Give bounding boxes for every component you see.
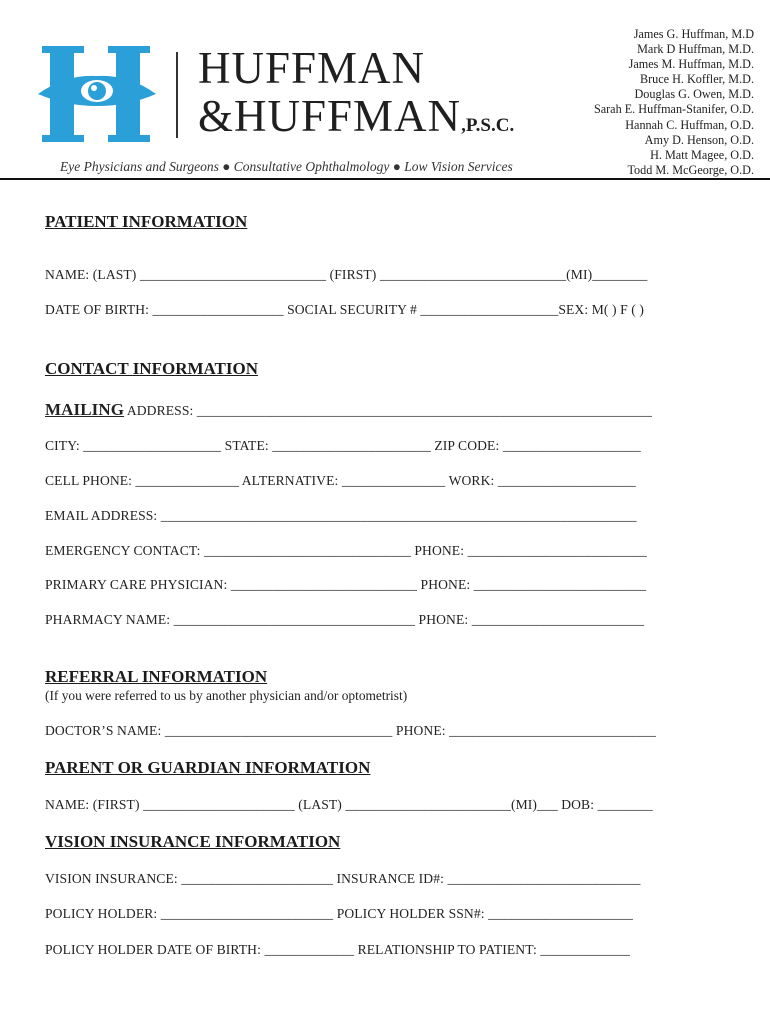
eye-h-logo-icon <box>36 44 158 144</box>
doctor-name: James M. Huffman, M.D. <box>628 57 754 72</box>
brand-suffix: ,P.S.C. <box>461 115 515 136</box>
email-address-field[interactable]: EMAIL ADDRESS: _____________________________________________________________________ <box>45 508 637 523</box>
patient-information-heading: PATIENT INFORMATION <box>45 212 248 231</box>
doctor-name: Mark D Huffman, M.D. <box>637 42 754 57</box>
mailing-address-field[interactable] <box>45 400 652 420</box>
referral-note: (If you were referred to us by another physician and/or optometrist) <box>45 688 408 703</box>
referring-doctor-field[interactable]: DOCTOR’S NAME: _________________________________ PHONE: ______________________________ <box>45 723 657 738</box>
emergency-contact-field[interactable]: EMERGENCY CONTACT: ______________________________ PHONE: __________________________ <box>45 543 647 558</box>
header-divider <box>176 52 178 138</box>
mailing-label: MAILING <box>45 400 125 419</box>
doctor-name: Sarah E. Huffman-Stanifer, O.D. <box>593 102 754 117</box>
brand-name-and-huffman: &HUFFMAN <box>198 91 462 141</box>
guardian-name-dob-field[interactable]: NAME: (FIRST) ______________________ (LAST) ________________________(MI)___ DOB: ________ <box>45 797 653 812</box>
doctor-list <box>594 27 754 178</box>
pharmacy-field[interactable]: PHARMACY NAME: ___________________________________ PHONE: _________________________ <box>45 612 645 627</box>
primary-care-physician-field[interactable]: PRIMARY CARE PHYSICIAN: ___________________________ PHONE: _________________________ <box>45 577 647 592</box>
policy-holder-dob-field[interactable]: POLICY HOLDER DATE OF BIRTH: _____________ RELATIONSHIP TO PATIENT: _____________ <box>45 942 630 957</box>
address-line: ADDRESS: __________________________________________________________________ <box>124 403 653 418</box>
doctor-name: H. Matt Magee, O.D. <box>650 147 754 162</box>
header-rule <box>0 178 770 180</box>
doctor-name: Todd M. McGeorge, O.D. <box>627 162 754 177</box>
referral-information-heading: REFERRAL INFORMATION <box>45 667 268 686</box>
policy-holder-field[interactable]: POLICY HOLDER: _________________________ POLICY HOLDER SSN#: _____________________ <box>45 906 633 921</box>
doctor-name: Hannah C. Huffman, O.D. <box>625 117 754 132</box>
parent-guardian-heading: PARENT OR GUARDIAN INFORMATION <box>45 758 371 777</box>
patient-name-field[interactable]: NAME: (LAST) ___________________________ (FIRST) ___________________________(MI)________ <box>45 267 648 282</box>
patient-dob-ssn-sex-field[interactable]: DATE OF BIRTH: ___________________ SOCIAL SECURITY # ____________________SEX: M( ) F ( ) <box>45 302 645 317</box>
doctor-name: Douglas G. Owen, M.D. <box>634 87 754 102</box>
contact-information-heading: CONTACT INFORMATION <box>45 359 258 378</box>
doctor-name: Bruce H. Koffler, M.D. <box>639 72 754 87</box>
vision-insurance-heading: VISION INSURANCE INFORMATION <box>45 832 341 851</box>
phone-numbers-field[interactable]: CELL PHONE: _______________ ALTERNATIVE: _______________ WORK: ____________________ <box>45 473 636 488</box>
doctor-name: James G. Huffman, M.D <box>633 27 754 41</box>
city-state-zip-field[interactable]: CITY: ____________________ STATE: _______________________ ZIP CODE: ____________________ <box>45 438 641 453</box>
brand-name-line1 <box>198 44 425 92</box>
brand-name-huffman: HUFFMAN <box>198 43 426 93</box>
tagline: Eye Physicians and Surgeons ● Consultative Ophthalmology ● Low Vision Services <box>60 159 513 174</box>
vision-insurance-field[interactable]: VISION INSURANCE: ______________________ INSURANCE ID#: ____________________________ <box>45 871 641 886</box>
brand-name-line2 <box>198 92 514 150</box>
doctor-name: Amy D. Henson, O.D. <box>644 132 754 147</box>
